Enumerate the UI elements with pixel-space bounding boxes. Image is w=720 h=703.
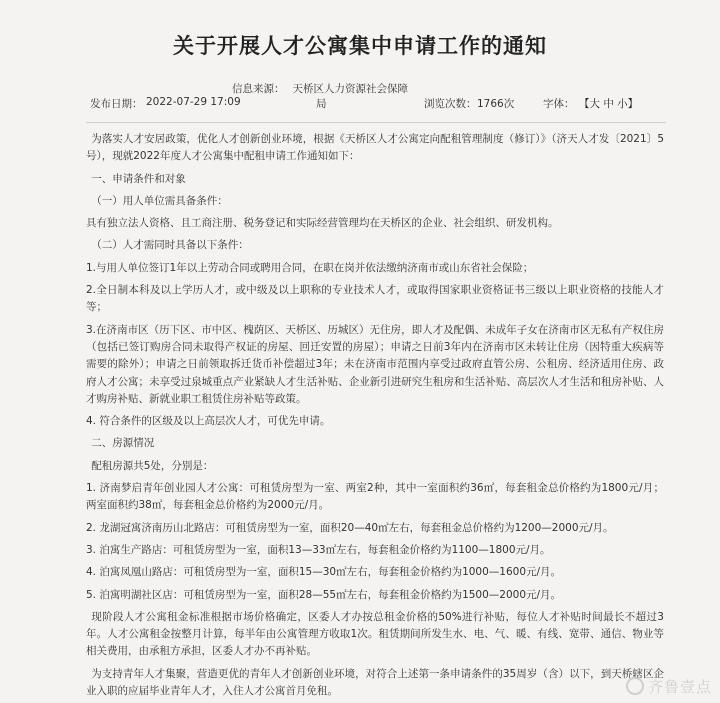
- list-item: 1. 济南梦启青年创业园人才公寓：可租赁房型为一室、两室2种，其中一室面积约36㎡，每套租金总价格约为1800元/月；两室面积约38㎡，每套租金总价格约为2000元/月。: [86, 482, 664, 512]
- watermark-logo-icon: [626, 677, 644, 695]
- paragraph: 4. 符合条件的区级及以上高层次人才，可优先申请。: [86, 415, 331, 428]
- source-label: 信息来源：: [232, 83, 285, 95]
- list-item: 5. 泊寓明湖社区店：可租赁房型为一室，面积28—55㎡左右，每套租金价格约为1500—2000元/月。: [86, 588, 562, 601]
- article-body: [86, 131, 664, 703]
- section-heading: 一、申请条件和对象: [91, 172, 186, 185]
- watermark: [622, 676, 712, 697]
- subsection-heading: （一）用人单位需具备条件：: [91, 194, 228, 207]
- list-item: 3. 泊寓生产路店：可租赁房型为一室，面积13—33㎡左右，每套租金价格约为1100—1800元/月。: [86, 543, 551, 556]
- font-size-switcher[interactable]: 【大 中 小】: [579, 98, 639, 110]
- subsection-heading: （二）人才需同时具备以下条件：: [91, 239, 249, 252]
- watermark-text: 齐鲁壹点: [647, 678, 712, 696]
- divider: [86, 122, 666, 123]
- article-title: 关于开展人才公寓集中申请工作的通知: [173, 34, 547, 58]
- source-value: 天桥区人力资源社会保障: [292, 83, 408, 95]
- fontsize-label: 字体：: [543, 98, 575, 110]
- paragraph: 1.与用人单位签订1年以上劳动合同或聘用合同，在职在岗并依法缴纳济南市或山东省社会保险；: [86, 261, 534, 274]
- views-label: 浏览次数：: [424, 98, 477, 110]
- article-source: [232, 81, 408, 96]
- publish-date: 2022-07-29 17:09: [146, 96, 241, 108]
- section-heading: 二、房源情况: [91, 437, 155, 450]
- paragraph: 为落实人才安居政策，优化人才创新创业环境，根据《天桥区人才公寓定向配租管理制度（修订）》（济天人才发〔2021〕5号），现就2022年度人才公寓集中配租申请工作通知如下：: [86, 133, 664, 163]
- source-value-continued: 局: [316, 98, 327, 110]
- paragraph: 为支持青年人才集聚，营造更优的青年人才创新创业环境，对符合上述第一条申请条件的35周岁（含）以下，到天桥辖区企业入职的应届毕业青年人才，入住人才公寓首月免租。: [86, 667, 664, 698]
- list-item: 2. 龙湖冠寓济南历山北路店：可租赁房型为一室，面积20—40㎡左右，每套租金总价格约为1200—2000元/月。: [86, 521, 614, 534]
- paragraph: 配租房源共5处，分别是：: [91, 459, 214, 472]
- list-item: 4. 泊寓凤凰山路店：可租赁房型为一室，面积15—30㎡左右，每套租金价格约为1000—1600元/月。: [86, 566, 562, 579]
- paragraph: 2.全日制本科及以上学历人才，或中级及以上职称的专业技术人才，或取得国家职业资格证书三级以上职业资格的技能人才等；: [86, 284, 664, 314]
- views-count: 1766次: [477, 98, 515, 110]
- paragraph: 现阶段人才公寓租金标准根据市场价格确定，区委人才办按总租金价格的50%进行补贴，每位人才补贴时间最长不超过3年。人才公寓租金按整月计算，每半年由公寓管理方收取1次。租赁期间所发生水、电、气、暖、有线、宽带、通信、物业等相关费用，由承租方承担，区委人才办不再补贴。: [86, 610, 664, 658]
- paragraph: 具有独立法人资格、且工商注册、税务登记和实际经营管理均在天桥区的企业、社会组织、研发机构。: [86, 217, 559, 230]
- paragraph: 3.在济南市区（历下区、市中区、槐荫区、天桥区、历城区）无住房，即人才及配偶、未成年子女在济南市区无私有产权住房（包括已签订购房合同未取得产权证的房屋、回迁安置的房屋）；申请之日前3年内在济南市区未转让住房（因特重大疾病等需要的除外）；申请之日前领取拆迁货币补偿超过3年；未在济南市范围内享受过政府直管公房、公租房、经济适用住房、政府人才公寓；未享受过泉城重点产业紧缺人才生活补贴、企业新引进研究生租房和生活补贴、高层次人才生活和租房补贴、人才购房补贴、新就业职工租赁住房补贴等政策。: [86, 323, 664, 405]
- publish-label: 发布日期：: [90, 98, 143, 110]
